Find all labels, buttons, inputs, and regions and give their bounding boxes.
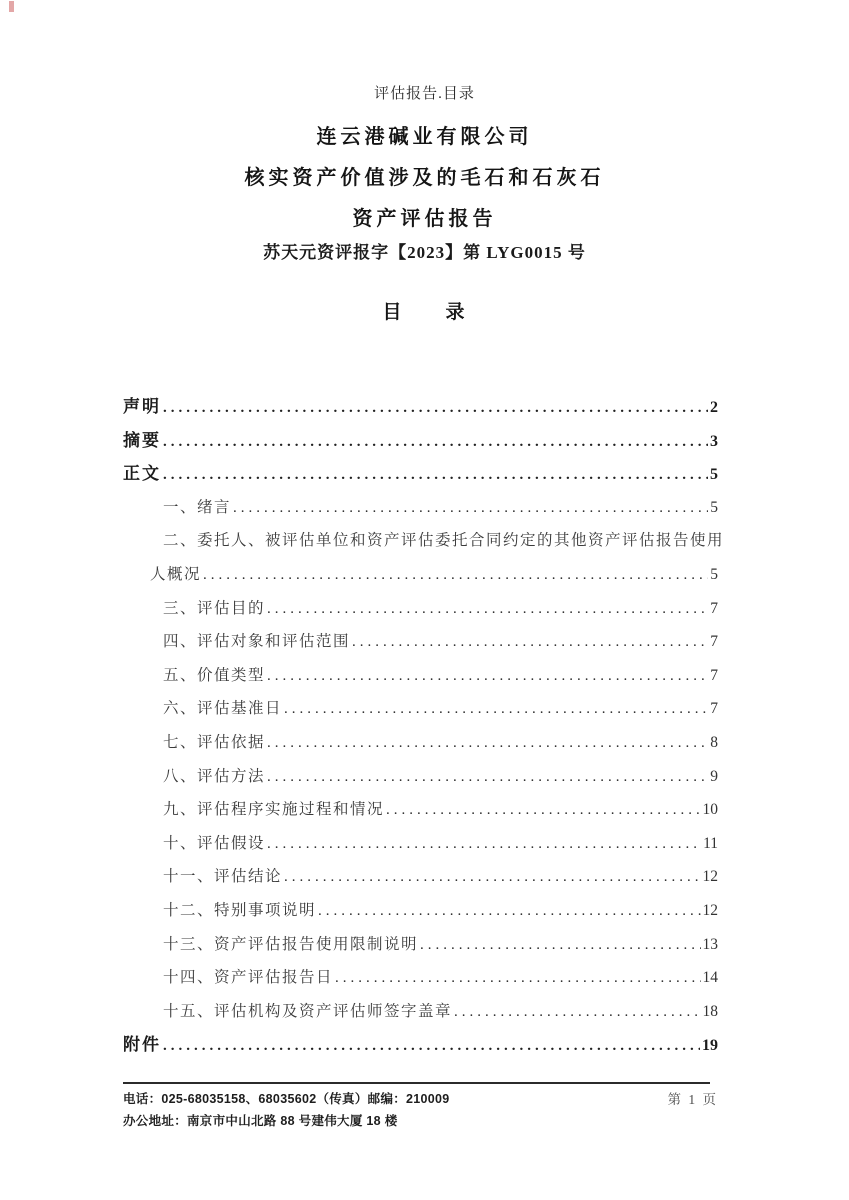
footer-address-line: 办公地址：南京市中山北路 88 号建伟大厦 18 楼 bbox=[123, 1114, 398, 1128]
toc-page-number: 5 bbox=[710, 565, 718, 583]
report-type-title: 资产评估报告 bbox=[352, 208, 497, 230]
toc-page-number: 19 bbox=[702, 1037, 718, 1055]
toc-page-number: 5 bbox=[710, 498, 718, 516]
toc-entry-title: 十二、特别事项说明 bbox=[163, 901, 317, 919]
toc-page-number: 5 bbox=[710, 466, 718, 484]
toc-entry bbox=[123, 760, 727, 794]
toc-entry bbox=[123, 625, 727, 659]
footer-contact-block bbox=[123, 1088, 450, 1132]
toc-page-number: 18 bbox=[702, 1002, 718, 1020]
toc-leader-dots bbox=[163, 1030, 700, 1064]
toc-page-number: 11 bbox=[703, 834, 718, 852]
toc-entry bbox=[123, 793, 727, 827]
toc-leader-dots bbox=[267, 828, 701, 862]
toc-page-number: 7 bbox=[710, 666, 718, 684]
toc-entry-title: 十、评估假设 bbox=[163, 834, 266, 852]
toc-entry-title: 八、评估方法 bbox=[163, 767, 266, 785]
toc-leader-dots bbox=[454, 996, 700, 1030]
toc-entry-title: 声明 bbox=[123, 397, 161, 416]
page-number-label: 第 1 页 bbox=[667, 1092, 718, 1107]
scan-artifact bbox=[9, 1, 14, 12]
toc-leader-dots bbox=[267, 593, 708, 627]
toc-leader-dots bbox=[335, 962, 700, 996]
toc-entry bbox=[123, 860, 727, 894]
toc-entry-title: 六、评估基准日 bbox=[163, 700, 283, 718]
toc-entry bbox=[123, 524, 727, 558]
toc-entry bbox=[123, 827, 727, 861]
toc-page-number: 7 bbox=[710, 700, 718, 718]
toc-entry-title: 十四、资产评估报告日 bbox=[163, 969, 334, 987]
toc-list bbox=[123, 390, 727, 1062]
toc-entry bbox=[123, 692, 727, 726]
toc-leader-dots bbox=[267, 660, 708, 694]
toc-entry bbox=[123, 558, 727, 592]
footer-divider bbox=[123, 1082, 710, 1084]
toc-leader-dots bbox=[163, 426, 708, 460]
toc-leader-dots bbox=[233, 492, 708, 526]
toc-entry bbox=[123, 457, 727, 491]
toc-page-number: 13 bbox=[702, 935, 718, 953]
toc-entry-title: 七、评估依据 bbox=[163, 733, 266, 751]
toc-page-number: 12 bbox=[702, 868, 718, 886]
toc-entry-title: 正文 bbox=[123, 464, 161, 484]
company-name-title: 连云港碱业有限公司 bbox=[316, 126, 533, 148]
toc-leader-dots bbox=[267, 761, 708, 795]
toc-heading: 目 录 bbox=[382, 302, 467, 323]
document-number: 苏天元资评报字【2023】第 LYG0015 号 bbox=[263, 243, 586, 262]
toc-page-number: 7 bbox=[710, 633, 718, 651]
toc-page-number: 2 bbox=[710, 399, 718, 416]
toc-entry bbox=[123, 424, 727, 458]
toc-entry-title: 十一、评估结论 bbox=[163, 868, 283, 886]
toc-entry bbox=[123, 928, 727, 962]
toc-entry-title: 九、评估程序实施过程和情况 bbox=[163, 801, 385, 819]
toc-entry bbox=[123, 1028, 727, 1062]
toc-entry-title: 一、绪言 bbox=[163, 498, 232, 516]
toc-entry-title: 二、委托人、被评估单位和资产评估委托合同约定的其他资产评估报告使用 bbox=[163, 532, 725, 550]
toc-leader-dots bbox=[318, 895, 700, 929]
toc-entry-title: 五、价值类型 bbox=[163, 666, 266, 684]
toc-leader-dots bbox=[163, 392, 708, 426]
toc-leader-dots bbox=[420, 929, 700, 963]
toc-page-number: 14 bbox=[702, 969, 718, 987]
toc-page-number: 10 bbox=[702, 801, 718, 819]
toc-leader-dots bbox=[386, 794, 700, 828]
toc-leader-dots bbox=[203, 559, 708, 593]
toc-leader-dots bbox=[284, 861, 700, 895]
toc-entry bbox=[123, 894, 727, 928]
toc-leader-dots bbox=[267, 727, 708, 761]
toc-leader-dots bbox=[352, 626, 708, 660]
toc-entry-title: 人概况 bbox=[150, 565, 202, 583]
toc-entry-title: 十五、评估机构及资产评估师签字盖章 bbox=[163, 1002, 453, 1020]
report-subject-title: 核实资产价值涉及的毛石和石灰石 bbox=[244, 167, 605, 189]
toc-entry-title: 四、评估对象和评估范围 bbox=[163, 633, 351, 651]
toc-page-number: 12 bbox=[702, 901, 718, 919]
toc-entry bbox=[123, 659, 727, 693]
toc-entry bbox=[123, 995, 727, 1029]
toc-entry-title: 附件 bbox=[123, 1035, 161, 1055]
toc-entry-title: 摘要 bbox=[123, 430, 161, 450]
toc-leader-dots bbox=[163, 459, 708, 493]
toc-entry bbox=[123, 961, 727, 995]
toc-leader-dots bbox=[284, 693, 708, 727]
toc-entry bbox=[123, 390, 727, 424]
toc-page-number: 3 bbox=[710, 432, 718, 450]
toc-entry bbox=[123, 726, 727, 760]
footer-phone-line: 电话：025-68035158、68035602（传真）邮编：210009 bbox=[123, 1092, 450, 1106]
toc-page-number: 9 bbox=[710, 767, 718, 785]
toc-entry-title: 三、评估目的 bbox=[163, 599, 266, 617]
toc-entry bbox=[123, 592, 727, 626]
toc-entry bbox=[123, 491, 727, 525]
toc-page-number: 8 bbox=[710, 733, 718, 751]
toc-entry-title: 十三、资产评估报告使用限制说明 bbox=[163, 935, 419, 953]
toc-page-number: 7 bbox=[710, 599, 718, 617]
doc-header: 评估报告.目录 bbox=[374, 86, 475, 102]
